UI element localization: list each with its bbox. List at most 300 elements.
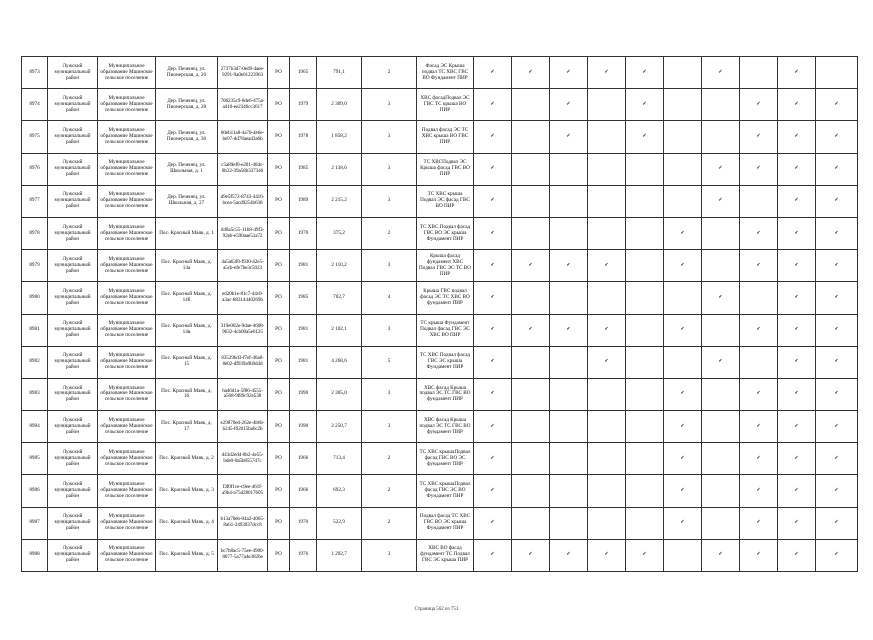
address: Дер. Печенец, ул. Пионерская, д. 30	[156, 121, 218, 153]
municipal-district: Лужский муниципальный район	[48, 250, 98, 282]
work-list: ТС ХВС Подвал фасад ГВС ЭС крыша Фундамент ПИР	[417, 346, 474, 378]
municipal-district: Лужский муниципальный район	[48, 121, 98, 153]
empty-cell	[588, 282, 626, 314]
address: Пос. Красный Маяк, д. 1	[156, 217, 218, 249]
total-area: 2 110,2	[317, 250, 362, 282]
program-type: РО	[268, 153, 290, 185]
floors: 3	[362, 411, 417, 443]
table-row	[22, 89, 858, 121]
check-mark: ✓	[512, 250, 550, 282]
build-year: 1985	[290, 153, 317, 185]
check-mark: ✓	[588, 57, 626, 89]
empty-cell	[588, 121, 626, 153]
check-mark: ✓	[474, 153, 512, 185]
check-mark: ✓	[778, 217, 816, 249]
house-id: c5a89ef0-e201-404c-8b32-39a58b337346	[218, 153, 268, 185]
row-number: 8984	[22, 411, 48, 443]
check-mark: ✓	[474, 185, 512, 217]
municipal-district: Лужский муниципальный район	[48, 507, 98, 539]
municipal-district: Лужский муниципальный район	[48, 57, 98, 89]
municipal-formation: Муниципальное образование Мшинское сельское поселение	[98, 282, 156, 314]
program-type: РО	[268, 250, 290, 282]
empty-cell	[702, 411, 740, 443]
total-area: 713,4	[317, 443, 362, 475]
row-number: 8987	[22, 507, 48, 539]
check-mark: ✓	[816, 153, 858, 185]
total-area: 2 309,0	[317, 89, 362, 121]
work-list: ХВС фасад Крыша подвал ЭС ТС ГВС ВО фундамент ПИР	[417, 411, 474, 443]
check-mark: ✓	[816, 185, 858, 217]
row-number: 8985	[22, 443, 48, 475]
address: Пос. Красный Маяк, д. 4	[156, 507, 218, 539]
empty-cell	[702, 443, 740, 475]
program-type: РО	[268, 378, 290, 410]
check-mark: ✓	[816, 539, 858, 571]
check-mark: ✓	[740, 443, 778, 475]
empty-cell	[588, 185, 626, 217]
table-row	[22, 217, 858, 249]
program-type: РО	[268, 185, 290, 217]
empty-cell	[588, 475, 626, 507]
municipal-district: Лужский муниципальный район	[48, 282, 98, 314]
work-list: ХВС фасадПодвал ЭС ГВС ТС крыша ВО ПИР	[417, 89, 474, 121]
table-row	[22, 250, 858, 282]
empty-cell	[816, 57, 858, 89]
check-mark: ✓	[664, 378, 702, 410]
table-row	[22, 121, 858, 153]
work-list: ТС ХВСПодвал ЭС Крыша фасад ГВС ВО ПИР	[417, 153, 474, 185]
check-mark: ✓	[778, 314, 816, 346]
empty-cell	[512, 443, 550, 475]
work-list: Подвал фасад ТС ХВС ГВС ВО ЭС крыша Фундамент ПИР	[417, 507, 474, 539]
build-year: 1985	[290, 282, 317, 314]
total-area: 1 858,2	[317, 121, 362, 153]
check-mark: ✓	[778, 443, 816, 475]
empty-cell	[512, 121, 550, 153]
work-list: Фасад ЭС Крыша подвал ТС ХВС ГВС ВО Фундамент ПИР	[417, 57, 474, 89]
empty-cell	[702, 217, 740, 249]
check-mark: ✓	[740, 314, 778, 346]
floors: 2	[362, 475, 417, 507]
empty-cell	[664, 153, 702, 185]
address: Пос. Красный Маяк, д. 14а	[156, 250, 218, 282]
empty-cell	[702, 507, 740, 539]
house-id: f3f0f1ce-c9ee-461f-a9b4-a75d28017605	[218, 475, 268, 507]
program-type: РО	[268, 89, 290, 121]
municipal-formation: Муниципальное образование Мшинское сельское поселение	[98, 314, 156, 346]
total-area: 702,7	[317, 282, 362, 314]
table-row	[22, 378, 858, 410]
check-mark: ✓	[702, 346, 740, 378]
build-year: 1990	[290, 411, 317, 443]
total-area: 2 215,2	[317, 185, 362, 217]
municipal-district: Лужский муниципальный район	[48, 378, 98, 410]
floors: 3	[362, 250, 417, 282]
check-mark: ✓	[626, 89, 664, 121]
house-id: bc7b8ac5-75ee-4980-8677-5a77a4e3826e	[218, 539, 268, 571]
house-id: 319e002e-9dae-4608-9632-4cb00a5e6125	[218, 314, 268, 346]
check-mark: ✓	[664, 217, 702, 249]
row-number: 8982	[22, 346, 48, 378]
work-list: ХВС ВО фасад фундамент ТС Подвал ГВС ЭС крыша ПИР	[417, 539, 474, 571]
build-year: 1976	[290, 539, 317, 571]
floors: 5	[362, 346, 417, 378]
check-mark: ✓	[474, 507, 512, 539]
municipal-formation: Муниципальное образование Мшинское сельское поселение	[98, 121, 156, 153]
check-mark: ✓	[474, 443, 512, 475]
municipal-district: Лужский муниципальный район	[48, 89, 98, 121]
address: Дер. Печенец, ул. Пионерская, д. 28	[156, 89, 218, 121]
empty-cell	[550, 185, 588, 217]
floors: 3	[362, 378, 417, 410]
check-mark: ✓	[816, 217, 858, 249]
floors: 4	[362, 282, 417, 314]
check-mark: ✓	[626, 121, 664, 153]
check-mark: ✓	[778, 507, 816, 539]
total-area: 4 268,6	[317, 346, 362, 378]
check-mark: ✓	[474, 217, 512, 249]
municipal-formation: Муниципальное образование Мшинское сельское поселение	[98, 507, 156, 539]
total-area: 2 250,7	[317, 411, 362, 443]
empty-cell	[740, 282, 778, 314]
empty-cell	[512, 282, 550, 314]
work-list: Крыша фасад фундамент ХВС Подвал ГВС ЭС ТС ВО ПИР	[417, 250, 474, 282]
empty-cell	[626, 153, 664, 185]
empty-cell	[588, 443, 626, 475]
check-mark: ✓	[740, 217, 778, 249]
table-body	[22, 57, 858, 572]
table-row	[22, 411, 858, 443]
row-number: 8980	[22, 282, 48, 314]
row-number: 8977	[22, 185, 48, 217]
check-mark: ✓	[740, 378, 778, 410]
program-type: РО	[268, 314, 290, 346]
table-row	[22, 539, 858, 571]
check-mark: ✓	[702, 539, 740, 571]
house-id: ed20b1e-81c7-44c0-a3ac-88314440269b	[218, 282, 268, 314]
empty-cell	[702, 475, 740, 507]
check-mark: ✓	[474, 250, 512, 282]
empty-cell	[588, 217, 626, 249]
municipal-formation: Муниципальное образование Мшинское сельское поселение	[98, 346, 156, 378]
empty-cell	[664, 185, 702, 217]
table-row	[22, 346, 858, 378]
check-mark: ✓	[474, 378, 512, 410]
municipal-formation: Муниципальное образование Мшинское сельское поселение	[98, 57, 156, 89]
work-list: ТС ХВС крыша Подвал ЭС фасад ГВС ВО ПИР	[417, 185, 474, 217]
build-year: 1966	[290, 475, 317, 507]
address: Дер. Печенец, ул. Школьная, д. 1	[156, 153, 218, 185]
page-number: Страница 562 из 753	[414, 607, 459, 612]
empty-cell	[626, 282, 664, 314]
municipal-district: Лужский муниципальный район	[48, 539, 98, 571]
row-number: 8975	[22, 121, 48, 153]
floors: 3	[362, 89, 417, 121]
check-mark: ✓	[664, 250, 702, 282]
build-year: 1966	[290, 443, 317, 475]
check-mark: ✓	[474, 475, 512, 507]
floors: 3	[362, 314, 417, 346]
empty-cell	[512, 346, 550, 378]
empty-cell	[664, 57, 702, 89]
total-area: 692,3	[317, 475, 362, 507]
empty-cell	[626, 346, 664, 378]
check-mark: ✓	[474, 346, 512, 378]
row-number: 8979	[22, 250, 48, 282]
empty-cell	[550, 443, 588, 475]
total-area: 2 305,0	[317, 378, 362, 410]
address: Дер. Печенец, ул. Пионерская, д. 26	[156, 57, 218, 89]
check-mark: ✓	[664, 507, 702, 539]
work-list: ТС крыша Фундамент Подвал фасад ГВС ЭС ХВС ВО ПИР	[417, 314, 474, 346]
row-number: 8973	[22, 57, 48, 89]
empty-cell	[512, 378, 550, 410]
check-mark: ✓	[474, 121, 512, 153]
empty-cell	[512, 153, 550, 185]
check-mark: ✓	[816, 282, 858, 314]
empty-cell	[550, 378, 588, 410]
check-mark: ✓	[778, 539, 816, 571]
check-mark: ✓	[664, 443, 702, 475]
empty-cell	[740, 185, 778, 217]
address: Пос. Красный Маяк, д. 14в	[156, 314, 218, 346]
check-mark: ✓	[550, 314, 588, 346]
build-year: 1989	[290, 185, 317, 217]
register-table	[21, 56, 858, 572]
address: Пос. Красный Маяк, д. 2	[156, 443, 218, 475]
check-mark: ✓	[778, 250, 816, 282]
row-number: 8988	[22, 539, 48, 571]
empty-cell	[550, 411, 588, 443]
table-row	[22, 507, 858, 539]
empty-cell	[702, 89, 740, 121]
check-mark: ✓	[816, 507, 858, 539]
empty-cell	[702, 121, 740, 153]
check-mark: ✓	[702, 282, 740, 314]
municipal-district: Лужский муниципальный район	[48, 443, 98, 475]
empty-cell	[588, 378, 626, 410]
check-mark: ✓	[778, 475, 816, 507]
check-mark: ✓	[816, 475, 858, 507]
empty-cell	[512, 411, 550, 443]
check-mark: ✓	[474, 539, 512, 571]
empty-cell	[626, 411, 664, 443]
check-mark: ✓	[474, 314, 512, 346]
check-mark: ✓	[664, 314, 702, 346]
check-mark: ✓	[778, 346, 816, 378]
empty-cell	[664, 282, 702, 314]
floors: 2	[362, 507, 417, 539]
empty-cell	[626, 507, 664, 539]
table-row	[22, 443, 858, 475]
check-mark: ✓	[816, 121, 858, 153]
check-mark: ✓	[474, 282, 512, 314]
address: Дер. Печенец, ул. Школьная, д. 27	[156, 185, 218, 217]
check-mark: ✓	[550, 121, 588, 153]
address: Пос. Красный Маяк, д. 17	[156, 411, 218, 443]
check-mark: ✓	[740, 475, 778, 507]
floors: 3	[362, 153, 417, 185]
check-mark: ✓	[778, 57, 816, 89]
row-number: 8981	[22, 314, 48, 346]
total-area: 791,1	[317, 57, 362, 89]
floors: 2	[362, 57, 417, 89]
municipal-district: Лужский муниципальный район	[48, 217, 98, 249]
empty-cell	[588, 411, 626, 443]
check-mark: ✓	[512, 539, 550, 571]
empty-cell	[626, 250, 664, 282]
check-mark: ✓	[550, 250, 588, 282]
program-type: РО	[268, 411, 290, 443]
program-type: РО	[268, 121, 290, 153]
total-area: 2 138,6	[317, 153, 362, 185]
program-type: РО	[268, 57, 290, 89]
check-mark: ✓	[740, 250, 778, 282]
house-id: d43d2ed4-8b2-4e55-bde0-0a5b8557d7c	[218, 443, 268, 475]
check-mark: ✓	[664, 475, 702, 507]
program-type: РО	[268, 217, 290, 249]
check-mark: ✓	[550, 539, 588, 571]
build-year: 1979	[290, 89, 317, 121]
house-id: 2737b3d7-0ed9-4aee-9291-9a0e01223963	[218, 57, 268, 89]
work-list: ТС ХВС крышаПодвал фасад ГВС ЭС ВО Фундамент ПИР	[417, 475, 474, 507]
municipal-formation: Муниципальное образование Мшинское сельское поселение	[98, 443, 156, 475]
municipal-district: Лужский муниципальный район	[48, 185, 98, 217]
total-area: 1 292,7	[317, 539, 362, 571]
empty-cell	[626, 475, 664, 507]
check-mark: ✓	[816, 378, 858, 410]
empty-cell	[664, 539, 702, 571]
municipal-formation: Муниципальное образование Мшинское сельское поселение	[98, 250, 156, 282]
check-mark: ✓	[778, 185, 816, 217]
check-mark: ✓	[664, 411, 702, 443]
table-row	[22, 314, 858, 346]
program-type: РО	[268, 539, 290, 571]
row-number: 8976	[22, 153, 48, 185]
check-mark: ✓	[816, 250, 858, 282]
address: Пос. Красный Маяк, д. 5	[156, 539, 218, 571]
work-list: ХВС фасад Крыша подвал ЭС ТС ГВС ВО фундамент ПИР	[417, 378, 474, 410]
house-id: b13a70eb-04a2-4065-8a61-2493037dcc8	[218, 507, 268, 539]
municipal-district: Лужский муниципальный район	[48, 314, 98, 346]
check-mark: ✓	[626, 57, 664, 89]
program-type: РО	[268, 346, 290, 378]
empty-cell	[550, 153, 588, 185]
check-mark: ✓	[702, 153, 740, 185]
work-list: Крыша ГВС подвал фасад ЭС ТС ХВС ВО фундамент ПИР	[417, 282, 474, 314]
house-id: 6a46d1a-5f86-4555-a568-9f89c92e538	[218, 378, 268, 410]
house-id: 83529bd3-f7ef-46a8-8e02-df939a9b9d4d	[218, 346, 268, 378]
check-mark: ✓	[702, 57, 740, 89]
empty-cell	[664, 121, 702, 153]
work-list: Подвал фасад ЭС ТС ХВС крыша ВО ГВС ПИР	[417, 121, 474, 153]
empty-cell	[550, 475, 588, 507]
empty-cell	[550, 507, 588, 539]
check-mark: ✓	[702, 185, 740, 217]
house-id: d48a5c55-11b8-49f3-92eb-e590aae51a72	[218, 217, 268, 249]
build-year: 1981	[290, 250, 317, 282]
work-list: ТС ХВС крышаПодвал фасад ГВС ВО ЭС фундамент ПИР	[417, 443, 474, 475]
empty-cell	[702, 314, 740, 346]
check-mark: ✓	[778, 121, 816, 153]
municipal-formation: Муниципальное образование Мшинское сельское поселение	[98, 217, 156, 249]
municipal-district: Лужский муниципальный район	[48, 411, 98, 443]
check-mark: ✓	[474, 411, 512, 443]
empty-cell	[626, 443, 664, 475]
check-mark: ✓	[588, 539, 626, 571]
check-mark: ✓	[474, 89, 512, 121]
check-mark: ✓	[816, 314, 858, 346]
total-area: 2 102,1	[317, 314, 362, 346]
empty-cell	[512, 185, 550, 217]
check-mark: ✓	[588, 314, 626, 346]
empty-cell	[664, 346, 702, 378]
row-number: 8983	[22, 378, 48, 410]
program-type: РО	[268, 475, 290, 507]
check-mark: ✓	[816, 89, 858, 121]
row-number: 8974	[22, 89, 48, 121]
table-row	[22, 475, 858, 507]
floors: 3	[362, 185, 417, 217]
check-mark: ✓	[816, 443, 858, 475]
empty-cell	[740, 57, 778, 89]
table-row	[22, 185, 858, 217]
municipal-formation: Муниципальное образование Мшинское сельское поселение	[98, 153, 156, 185]
empty-cell	[588, 89, 626, 121]
empty-cell	[702, 378, 740, 410]
build-year: 1981	[290, 346, 317, 378]
total-area: 375,2	[317, 217, 362, 249]
municipal-formation: Муниципальное образование Мшинское сельское поселение	[98, 539, 156, 571]
check-mark: ✓	[740, 153, 778, 185]
house-id: d9e5f572-8743-4416-bcea-5acd9254b638	[218, 185, 268, 217]
build-year: 1990	[290, 378, 317, 410]
house-id: 80eb11a8-4a70-4e6e-be97-dd78aead3a6b	[218, 121, 268, 153]
check-mark: ✓	[474, 57, 512, 89]
address: Пос. Красный Маяк, д. 3	[156, 475, 218, 507]
address: Пос. Красный Маяк, д. 15	[156, 346, 218, 378]
row-number: 8986	[22, 475, 48, 507]
check-mark: ✓	[740, 411, 778, 443]
program-type: РО	[268, 507, 290, 539]
empty-cell	[588, 153, 626, 185]
floors: 3	[362, 121, 417, 153]
check-mark: ✓	[740, 539, 778, 571]
check-mark: ✓	[778, 411, 816, 443]
check-mark: ✓	[778, 378, 816, 410]
municipal-district: Лужский муниципальный район	[48, 346, 98, 378]
check-mark: ✓	[740, 121, 778, 153]
address: Пос. Красный Маяк, д. 14б	[156, 282, 218, 314]
build-year: 1981	[290, 314, 317, 346]
house-id: 706235c9-8de6-475a-a410-ee2346cc3617	[218, 89, 268, 121]
build-year: 1970	[290, 217, 317, 249]
build-year: 1978	[290, 121, 317, 153]
empty-cell	[512, 507, 550, 539]
empty-cell	[664, 89, 702, 121]
check-mark: ✓	[740, 507, 778, 539]
check-mark: ✓	[626, 539, 664, 571]
check-mark: ✓	[512, 57, 550, 89]
empty-cell	[626, 378, 664, 410]
floors: 2	[362, 443, 417, 475]
municipal-formation: Муниципальное образование Мшинское сельское поселение	[98, 89, 156, 121]
check-mark: ✓	[550, 57, 588, 89]
check-mark: ✓	[550, 89, 588, 121]
total-area: 522,9	[317, 507, 362, 539]
check-mark: ✓	[778, 282, 816, 314]
empty-cell	[740, 346, 778, 378]
